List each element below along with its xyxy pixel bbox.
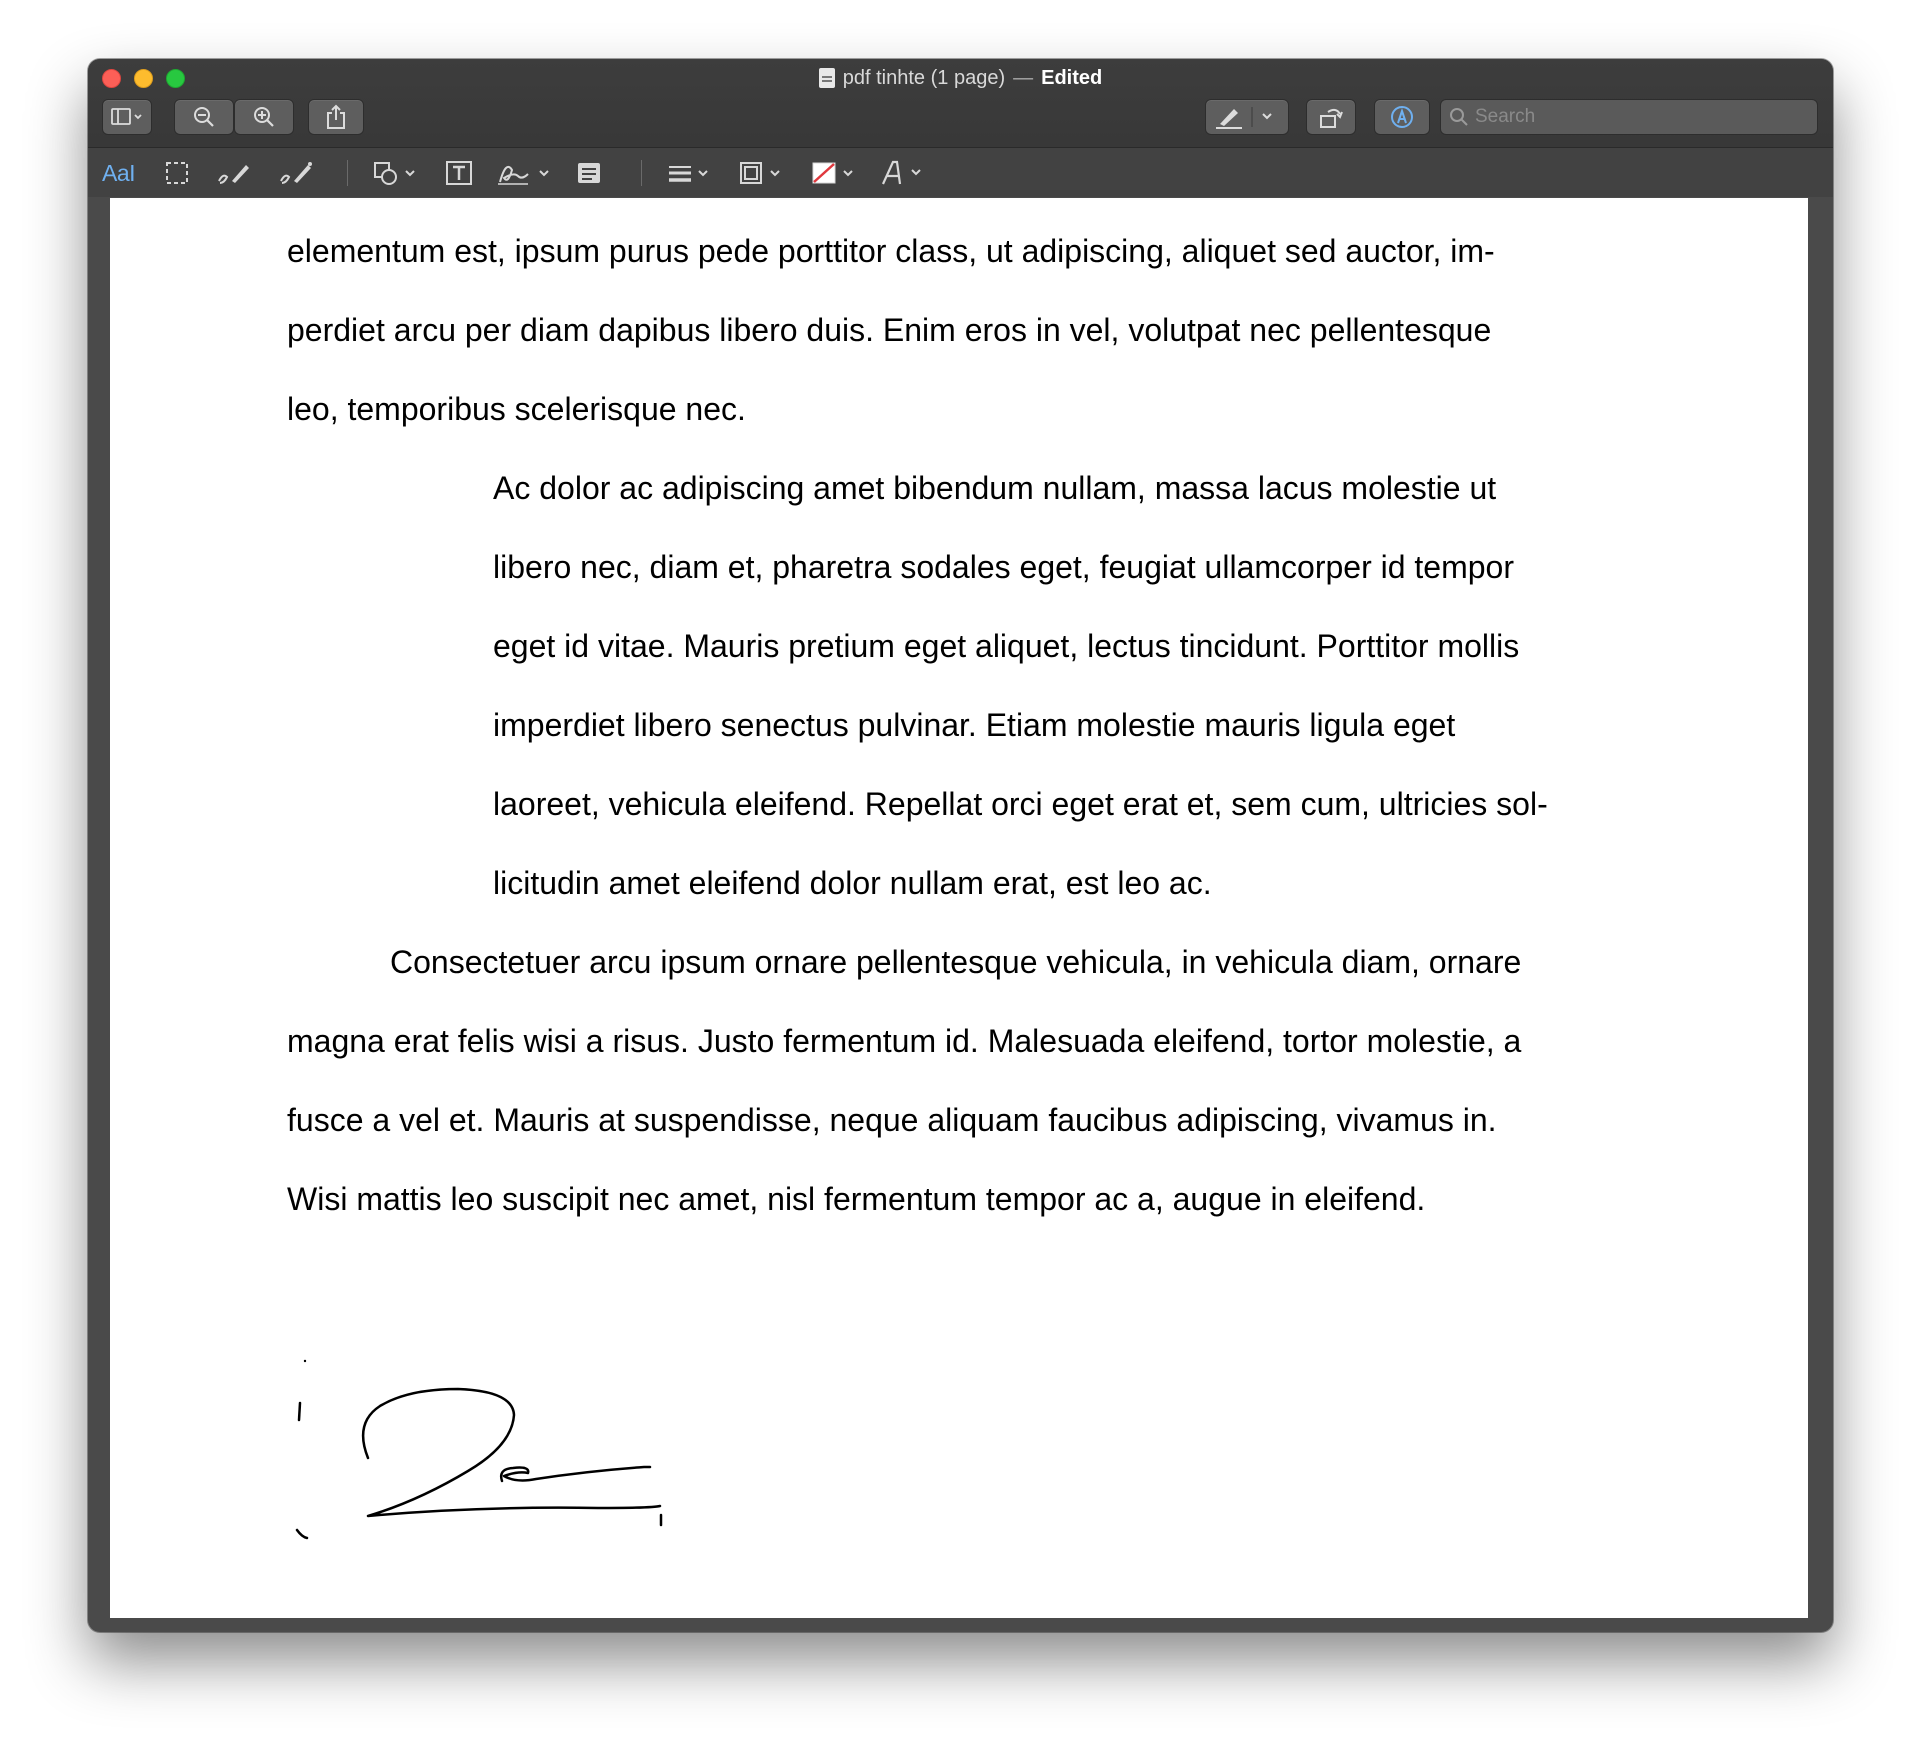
shapes-tool[interactable]: [372, 158, 420, 188]
text-line: laoreet, vehicula eleifend. Repellat orci eget erat et, sem cum, ultricies sol-: [493, 786, 1548, 822]
note-icon: [576, 159, 602, 187]
zoom-out-button[interactable]: [174, 99, 234, 135]
markup-icon: [1389, 104, 1415, 130]
text-style-icon: [880, 158, 930, 188]
text-line: licitudin amet eleifend dolor nullam erat, est leo ac.: [493, 865, 1212, 901]
text-line: Wisi mattis leo suscipit nec amet, nisl fermentum tempor ac a, augue in eleifend.: [287, 1181, 1426, 1217]
markup-toolbar: [88, 147, 1833, 197]
main-toolbar: [88, 99, 1833, 137]
border-color-tool[interactable]: [738, 158, 788, 188]
zoom-in-button[interactable]: [234, 99, 294, 135]
toolbar-divider: [347, 160, 348, 186]
line-style-tool[interactable]: [666, 158, 714, 188]
window-title: [88, 65, 1833, 91]
sketch-icon: [216, 159, 252, 187]
search-icon: [1449, 107, 1469, 127]
sign-icon: [496, 158, 554, 188]
text-line: magna erat felis wisi a risus. Justo fermentum id. Malesuada eleifend, tortor molestie, a: [287, 1023, 1522, 1059]
sign-tool[interactable]: [496, 158, 554, 188]
draw-icon: [278, 159, 316, 187]
sidebar-toggle-button[interactable]: [102, 99, 152, 135]
rect-select-tool[interactable]: [164, 158, 190, 188]
rotate-icon: [1318, 104, 1344, 130]
text-line: fusce a vel et. Mauris at suspendisse, neque aliquam faucibus adipiscing, vivamus in.: [287, 1102, 1497, 1138]
highlight-icon: [1212, 104, 1282, 130]
text-box-tool[interactable]: [444, 158, 474, 188]
share-button[interactable]: [308, 99, 364, 135]
text-line: elementum est, ipsum purus pede porttitor class, ut adipiscing, aliquet sed auctor, im-: [287, 233, 1495, 269]
title-separator: —: [1013, 67, 1034, 89]
search-input[interactable]: [1475, 106, 1795, 128]
text-style-tool[interactable]: [880, 158, 930, 188]
text-line: perdiet arcu per diam dapibus libero duis. Enim eros in vel, volutpat nec pellentesque: [287, 312, 1492, 348]
text-box-icon: [444, 159, 474, 187]
shapes-icon: [372, 159, 420, 187]
text-line: libero nec, diam et, pharetra sodales eget, feugiat ullamcorper id tempor: [493, 549, 1514, 585]
rect-select-icon: [164, 160, 190, 186]
draw-tool[interactable]: [278, 158, 316, 188]
text-line: imperdiet libero senectus pulvinar. Etiam molestie mauris ligula eget: [493, 707, 1456, 743]
rotate-button[interactable]: [1306, 99, 1356, 135]
text-line: eget id vitae. Mauris pretium eget aliquet, lectus tincidunt. Porttitor mollis: [493, 628, 1520, 664]
preview-window: [88, 59, 1833, 1632]
text-line: leo, temporibus scelerisque nec.: [287, 391, 746, 427]
zoom-in-icon: [252, 105, 276, 129]
document-icon: [819, 68, 835, 88]
fill-color-tool[interactable]: [810, 158, 860, 188]
markup-toggle-button[interactable]: [1374, 99, 1430, 135]
zoom-out-icon: [192, 105, 216, 129]
line-style-icon: [666, 159, 714, 187]
toolbar-divider: [641, 160, 642, 186]
edited-status: Edited: [1041, 67, 1103, 89]
text-line: Consectetuer arcu ipsum ornare pellentesque vehicula, in vehicula diam, ornare: [390, 944, 1522, 980]
sidebar-icon: [110, 107, 144, 127]
border-color-icon: [738, 159, 788, 187]
search-field[interactable]: [1440, 99, 1818, 135]
sketch-tool[interactable]: [216, 158, 252, 188]
fill-color-icon: [810, 159, 860, 187]
document-name: pdf tinhte (1 page): [842, 67, 1006, 89]
share-icon: [324, 104, 348, 130]
signature-annotation[interactable]: [288, 1303, 888, 1623]
pdf-page: [110, 198, 1808, 1618]
note-tool[interactable]: [576, 158, 602, 188]
text-line: Ac dolor ac adipiscing amet bibendum nullam, massa lacus molestie ut: [493, 470, 1497, 506]
highlight-button[interactable]: [1205, 99, 1289, 135]
text-selection-tool[interactable]: AaI: [102, 159, 136, 186]
titlebar: [88, 59, 1833, 197]
